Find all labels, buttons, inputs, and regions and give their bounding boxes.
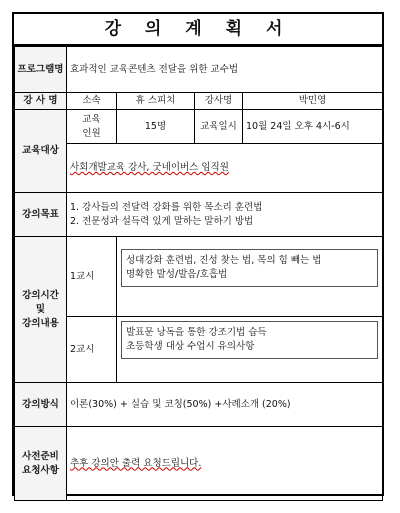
target-text: 사회개발교육 강사, 굿네이버스 임직원 bbox=[70, 162, 229, 173]
document-title: 강 의 계 획 서 bbox=[14, 14, 382, 46]
session-period: 2교시 bbox=[67, 317, 117, 383]
affiliation-label: 소속 bbox=[67, 93, 117, 110]
affiliation-value: 휴 스피치 bbox=[117, 93, 195, 110]
datetime-label: 교육일시 bbox=[195, 110, 243, 144]
goals-row bbox=[15, 193, 383, 237]
audience-label: 교육대상 bbox=[15, 110, 67, 193]
requests-label bbox=[15, 427, 67, 501]
requests-label-line: 요청사항 bbox=[22, 464, 59, 476]
session-content bbox=[117, 317, 383, 383]
lecture-plan-table bbox=[14, 46, 383, 501]
requests-row bbox=[15, 427, 383, 501]
requests-text: 추후 강의안 출력 요청드립니다. bbox=[70, 457, 202, 469]
session-line: 초등학생 대상 수업시 유의사항 bbox=[126, 341, 255, 352]
audience-info-row bbox=[15, 110, 383, 144]
count-value: 15명 bbox=[117, 110, 195, 144]
session-line: 발표문 낭독을 통한 강조기법 습득 bbox=[126, 327, 267, 338]
datetime-value: 10월 24일 오후 4시-6시 bbox=[243, 110, 383, 144]
schedule-label-line: 및 bbox=[35, 303, 46, 315]
instructor-name-label: 강사명 bbox=[195, 93, 243, 110]
goals-label: 강의목표 bbox=[15, 193, 67, 237]
schedule-label-line: 강의시간 bbox=[22, 289, 59, 301]
goal-item: 1. 강사들의 전달력 강화를 위한 목소리 훈련법 bbox=[70, 201, 263, 213]
instructor-label: 강 사 명 bbox=[15, 93, 67, 110]
program-row bbox=[15, 47, 383, 93]
lecture-plan-document bbox=[12, 12, 384, 496]
schedule-label-line: 강의내용 bbox=[22, 317, 59, 329]
program-label: 프로그램명 bbox=[15, 47, 67, 93]
goal-item: 2. 전문성과 설득력 있게 말하는 말하기 방법 bbox=[70, 215, 254, 227]
count-label: 교육 인원 bbox=[67, 110, 117, 144]
program-value: 효과적인 교육콘텐츠 전달을 위한 교수법 bbox=[67, 47, 383, 93]
method-value: 이론(30%) + 실습 및 코칭(50%) +사례소개 (20%) bbox=[67, 383, 383, 427]
schedule-label bbox=[15, 237, 67, 383]
schedule-session-row bbox=[15, 237, 383, 317]
method-row bbox=[15, 383, 383, 427]
instructor-row bbox=[15, 93, 383, 110]
requests-value bbox=[67, 427, 383, 501]
session-period: 1교시 bbox=[67, 237, 117, 317]
schedule-session-row bbox=[15, 317, 383, 383]
session-line: 성대강화 훈련법, 진성 찾는 법, 목의 힘 빼는 법 bbox=[126, 255, 322, 266]
session-content-box bbox=[121, 321, 378, 359]
target-value bbox=[67, 144, 383, 193]
session-content-box bbox=[121, 249, 378, 287]
session-content bbox=[117, 237, 383, 317]
goals-list bbox=[67, 193, 383, 237]
requests-label-line: 사전준비 bbox=[22, 450, 59, 462]
audience-target-row bbox=[15, 144, 383, 193]
method-label: 강의방식 bbox=[15, 383, 67, 427]
instructor-name-value: 박민영 bbox=[243, 93, 383, 110]
session-line: 명확한 발성/발음/호흡법 bbox=[126, 269, 228, 280]
